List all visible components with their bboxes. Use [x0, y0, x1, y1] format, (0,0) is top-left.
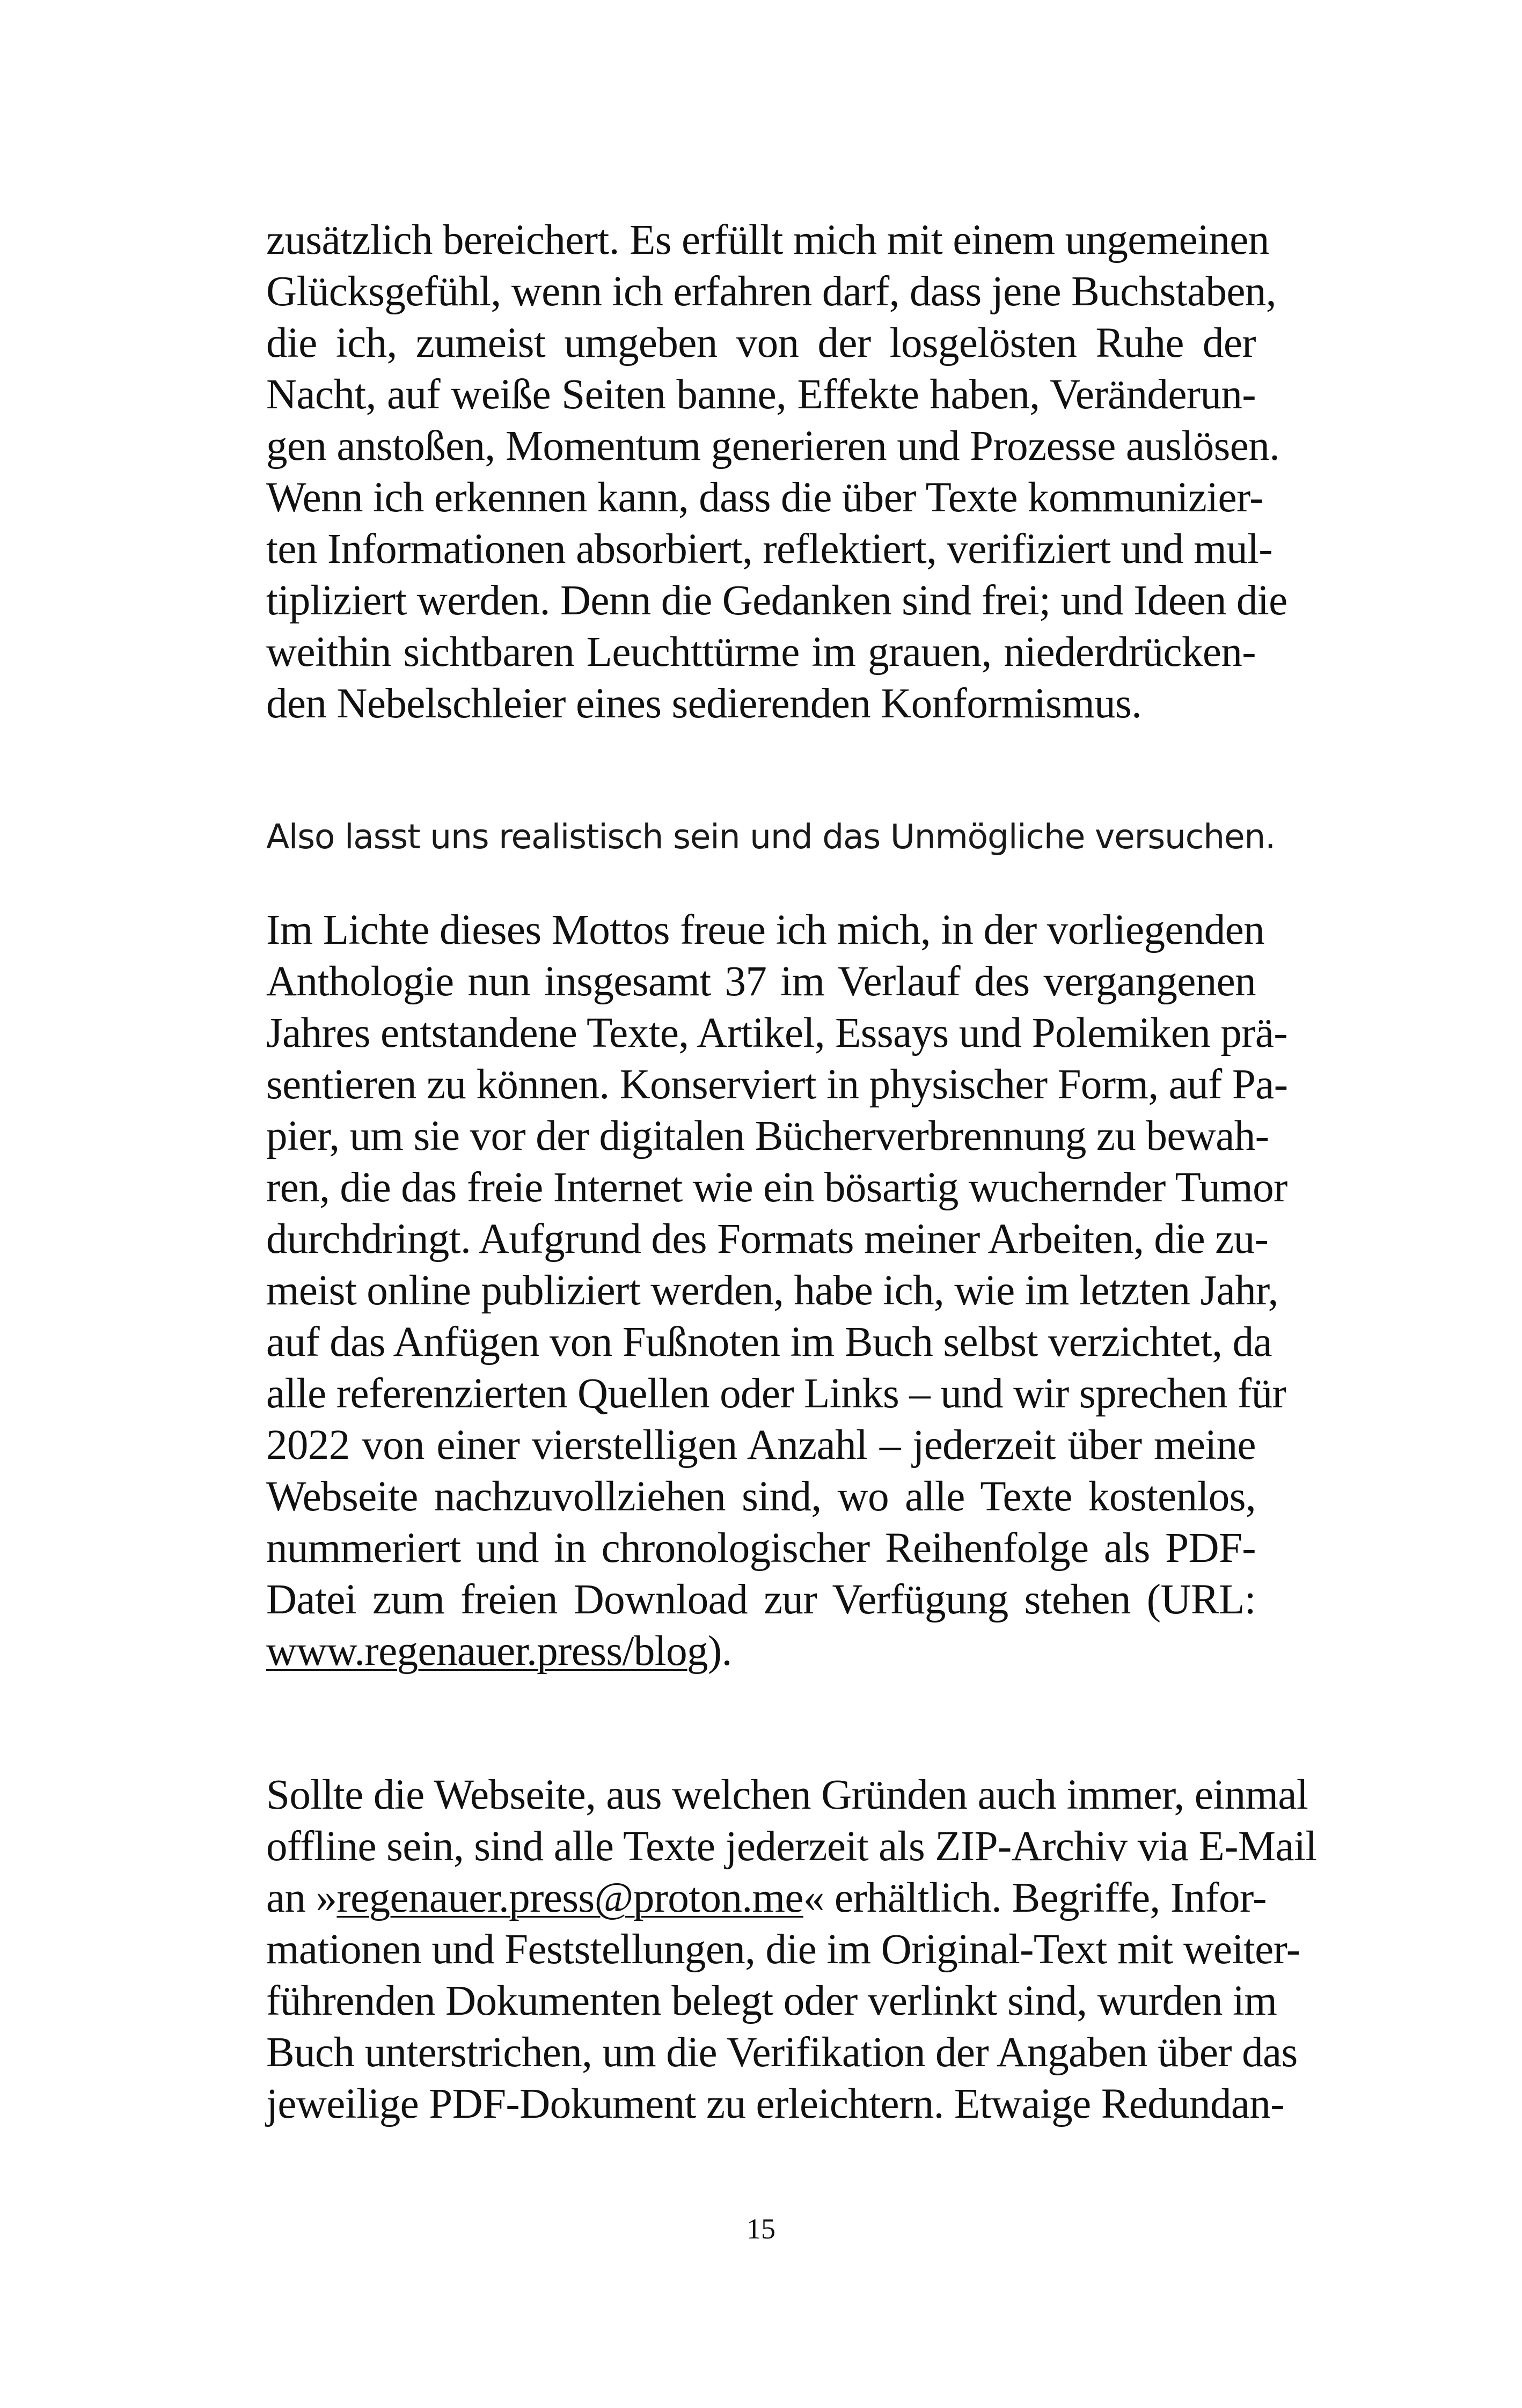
text-line: Wenn ich erkennen kann, dass die über Texte kommunizier- [266, 474, 1263, 521]
text-line: zusätzlich bereichert. Es erfüllt mich mit einem ungemeinen [266, 217, 1269, 263]
text-line: Im Lichte dieses Mottos freue ich mich, in der vorliegenden [266, 907, 1265, 953]
text-line: alle referenzierten Quellen oder Links – und wir sprechen für [266, 1370, 1286, 1417]
text-line: auf das Anfügen von Fußnoten im Buch selbst verzichtet, da [266, 1319, 1272, 1365]
text-line: Datei zum freien Download zur Verfügung stehen (URL: [266, 1576, 1256, 1623]
text-line: gen anstoßen, Momentum generieren und Prozesse auslösen. [266, 423, 1280, 469]
text-line: Buch unterstrichen, um die Verifikation der Angaben über das [266, 2029, 1298, 2076]
text-line: die ich, zumeist umgeben von der losgelösten Ruhe der [266, 320, 1256, 366]
text-line-url [266, 1626, 1256, 1677]
paragraph-2 [266, 905, 1288, 1677]
motto-line: Also lasst uns realistisch sein und das Unmögliche versuchen. [266, 817, 1275, 856]
text-line: sentieren zu können. Konserviert in physischer Form, auf Pa- [266, 1061, 1288, 1108]
paragraph-1 [266, 215, 1287, 730]
text-line: ten Informationen absorbiert, reflektiert, verifiziert und mul- [266, 526, 1273, 572]
text-line: tipliziert werden. Denn die Gedanken sind frei; und Ideen die [266, 577, 1287, 624]
text-line: Jahres entstandene Texte, Artikel, Essays und Polemiken prä- [266, 1010, 1288, 1056]
text-line: offline sein, sind alle Texte jederzeit als ZIP-Archiv via E-Mail [266, 1823, 1317, 1870]
text-line: Anthologie nun insgesamt 37 im Verlauf des vergangenen [266, 958, 1256, 1005]
text-line: mationen und Feststellungen, die im Original-Text mit weiter- [266, 1926, 1300, 1973]
paragraph-3 [266, 1770, 1317, 2130]
text-line: führenden Dokumenten belegt oder verlinkt sind, wurden im [266, 1978, 1277, 2024]
text-line: Nacht, auf weiße Seiten banne, Effekte haben, Veränderun- [266, 371, 1256, 418]
text-line: ren, die das freie Internet wie ein bösartig wuchernder Tumor [266, 1164, 1287, 1211]
email-link[interactable]: regenauer.press@proton.me [336, 1875, 803, 1921]
text-line: 2022 von einer vierstelligen Anzahl – jederzeit über meine [266, 1422, 1256, 1469]
text-line-email [266, 1873, 1267, 1924]
text-line: weithin sichtbaren Leuchttürme im grauen, niederdrücken- [266, 629, 1256, 676]
text-line: durchdringt. Aufgrund des Formats meiner Arbeiten, die zu- [266, 1216, 1269, 1262]
email-suffix: « erhältlich. Begriffe, Infor- [803, 1875, 1267, 1921]
text-line: nummeriert und in chronologischer Reihenfolge als PDF- [266, 1525, 1256, 1572]
text-line: pier, um sie vor der digitalen Bücherverbrennung zu bewah- [266, 1113, 1269, 1159]
email-prefix: an » [266, 1875, 337, 1921]
text-line: meist online publiziert werden, habe ich, wie im letzten Jahr, [266, 1267, 1278, 1314]
text-line: Webseite nachzuvollziehen sind, wo alle Texte kostenlos, [266, 1473, 1256, 1520]
blog-url-link[interactable]: www.regenauer.press/blog [266, 1628, 708, 1675]
url-suffix: ). [707, 1628, 732, 1675]
text-line: Sollte die Webseite, aus welchen Gründen auch immer, einmal [266, 1772, 1308, 1818]
text-line: jeweilige PDF-Dokument zu erleichtern. Etwaige Redundan- [266, 2081, 1284, 2127]
text-line: Glücksgefühl, wenn ich erfahren darf, dass jene Buchstaben, [266, 268, 1276, 315]
page-number: 15 [747, 2213, 775, 2245]
text-line: den Nebelschleier eines sedierenden Konformismus. [266, 680, 1142, 727]
